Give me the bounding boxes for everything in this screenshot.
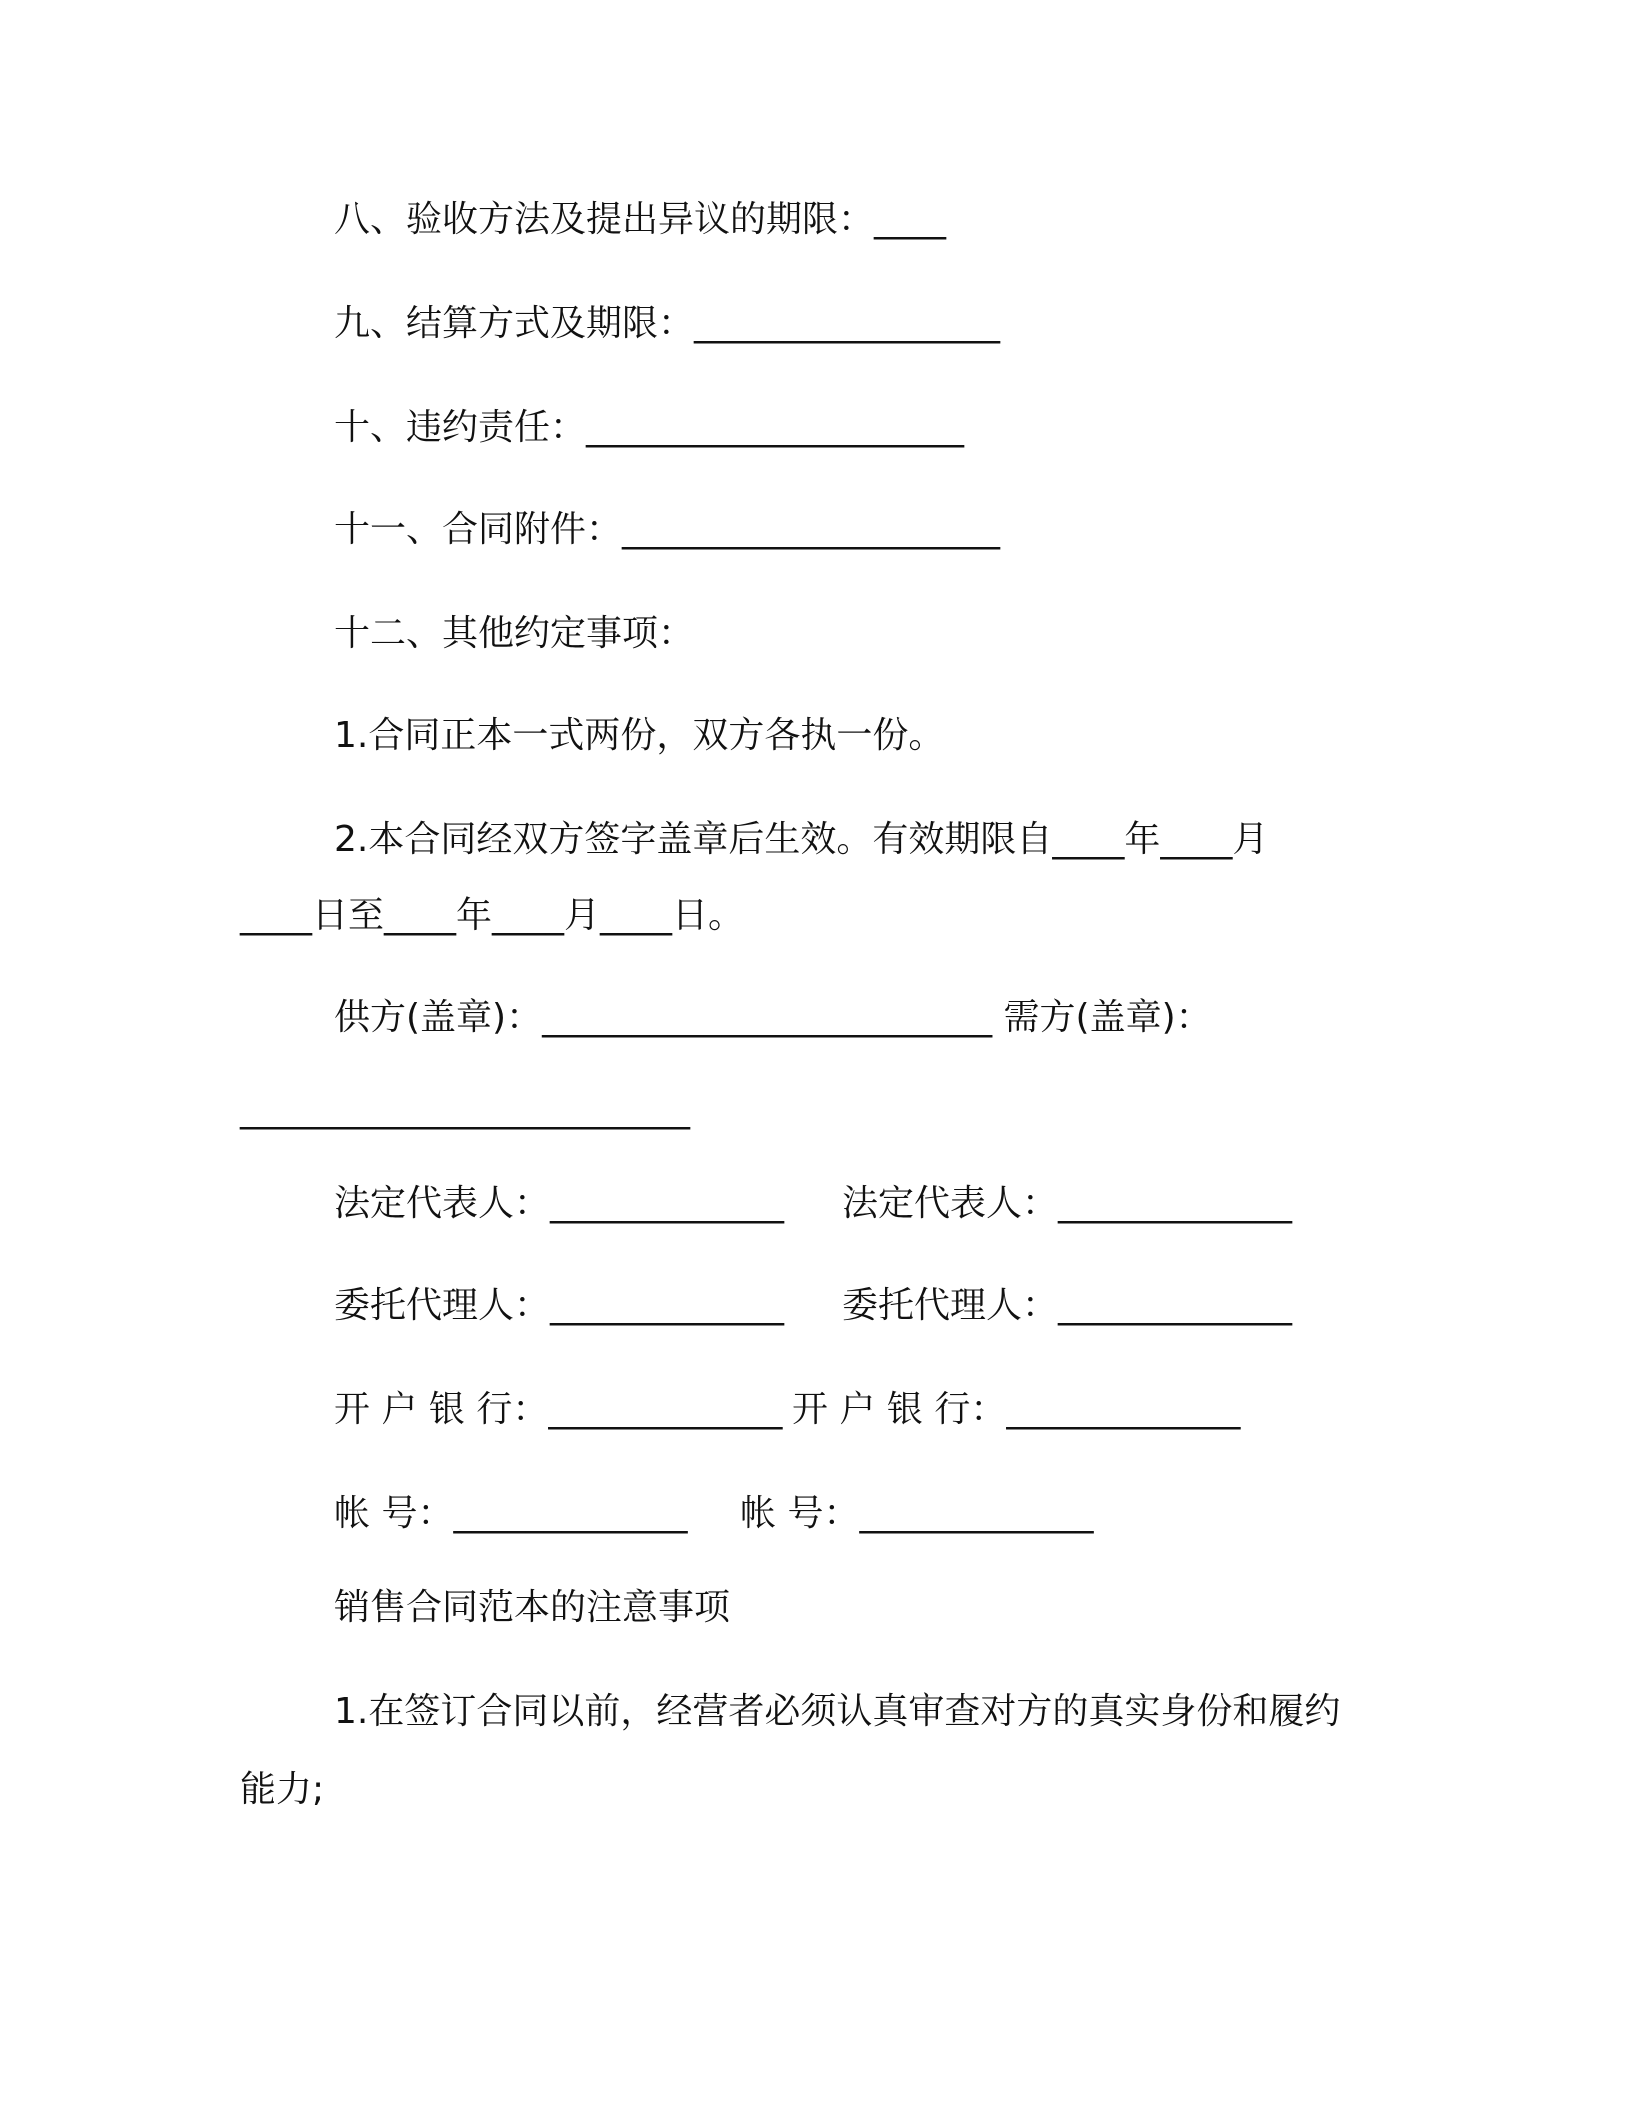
clause-9-settlement: 九、结算方式及期限：_________________ (334, 303, 1001, 344)
buyer-legal-rep: 法定代表人：_____________ (842, 1183, 1293, 1224)
buyer-agent: 委托代理人：_____________ (842, 1285, 1293, 1326)
buyer-account: 帐 号：_____________ (740, 1493, 1094, 1534)
clause-11-attachments: 十一、合同附件：_____________________ (334, 509, 1001, 550)
term-2-validity: 2.本合同经双方签字盖章后生效。有效期限自____年____月 (334, 819, 1269, 860)
supplier-bank: 开 户 银 行：_____________ (334, 1389, 783, 1430)
term-2-validity-cont: ____日至____年____月____日。 (240, 895, 745, 936)
supplier-account: 帐 号：_____________ (334, 1493, 688, 1534)
note-1: 1.在签订合同以前，经营者必须认真审查对方的真实身份和履约 (334, 1691, 1341, 1732)
seal-line-cont: _________________________ (240, 1089, 690, 1130)
notes-heading: 销售合同范本的注意事项 (334, 1587, 731, 1628)
note-1-cont: 能力; (240, 1769, 325, 1810)
buyer-bank: 开 户 银 行：_____________ (792, 1389, 1241, 1430)
supplier-legal-rep: 法定代表人：_____________ (334, 1183, 785, 1224)
term-1-copies: 1.合同正本一式两份，双方各执一份。 (334, 715, 945, 756)
clause-12-other-terms: 十二、其他约定事项： (334, 613, 695, 654)
seal-line: 供方(盖章)：_________________________ 需方(盖章)： (334, 997, 1212, 1038)
supplier-agent: 委托代理人：_____________ (334, 1285, 785, 1326)
clause-8-acceptance: 八、验收方法及提出异议的期限：____ (334, 199, 947, 240)
clause-10-breach: 十、违约责任：_____________________ (334, 407, 965, 448)
